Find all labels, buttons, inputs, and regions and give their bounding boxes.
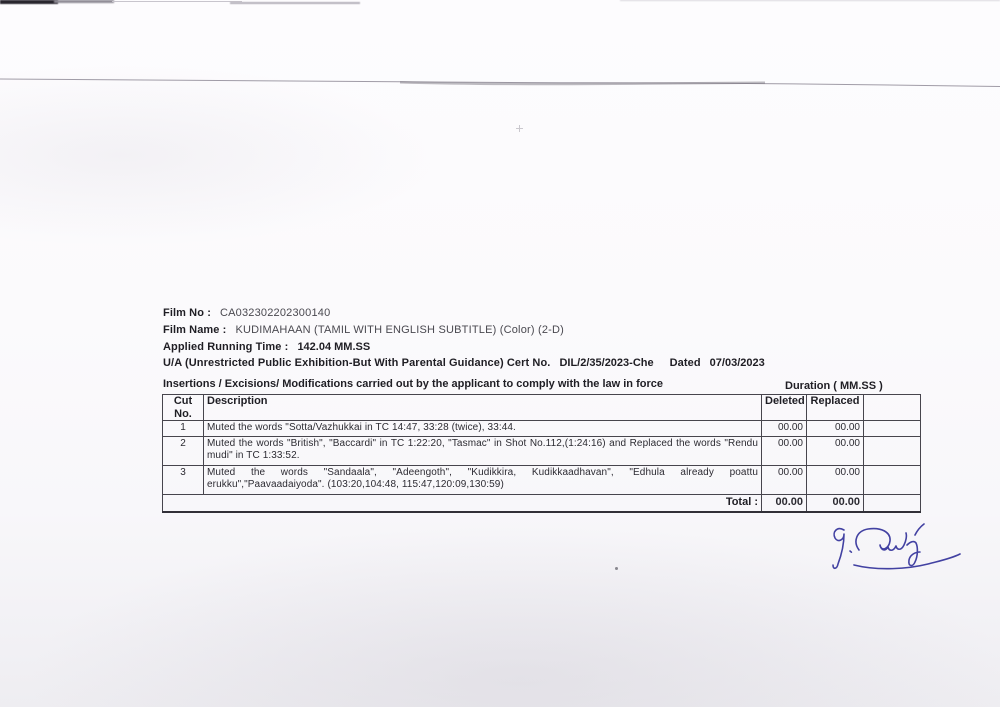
total-label: Total : [163, 494, 762, 512]
column-header-blank [864, 395, 921, 421]
deleted-cell: 00.00 [762, 436, 807, 465]
replaced-cell: 00.00 [807, 421, 864, 437]
table-row [163, 421, 921, 437]
column-header-replaced: Replaced [807, 395, 864, 421]
description-cell: Muted the words "British", "Baccardi" in TC 1:22:20, "Tasmac" in Shot No.112,(1:24:16) and Replaced the words "Rendu mudi" in TC 1:33:52. [204, 436, 762, 465]
scan-edge-artifact [620, 0, 1000, 1]
certificate-number: DIL/2/35/2023-Che [559, 357, 654, 369]
replaced-cell: 00.00 [807, 436, 864, 465]
column-header-cut-no: Cut No. [163, 395, 204, 421]
duration-units-label: Duration ( MM.SS ) [785, 380, 883, 392]
cuts-table-header-row [163, 395, 921, 421]
dated-value: 07/03/2023 [709, 357, 765, 369]
total-deleted-value: 00.00 [762, 494, 807, 512]
cut-no-cell: 1 [163, 421, 204, 437]
certificate-line [163, 357, 765, 369]
film-name-label: Film Name : [163, 324, 227, 336]
total-row [163, 494, 921, 512]
cut-no-cell: 2 [163, 436, 204, 465]
replaced-cell: 00.00 [807, 465, 864, 494]
scan-edge-artifact [54, 0, 114, 3]
cuts-table [162, 394, 921, 513]
column-header-description: Description [204, 395, 762, 421]
table-row [163, 465, 921, 494]
description-cell: Muted the words "Sandaala", "Adeengoth", "Kudikkira, Kudikkaadhavan", "Edhula already poattu erukku","Paavaadaiyoda". (103:20,104:48, 115:47,120:09,130:59) [204, 465, 762, 494]
cut-no-cell: 3 [163, 465, 204, 494]
paper-fold-line [0, 70, 1000, 94]
column-header-deleted: Deleted [762, 395, 807, 421]
certificate-label: U/A (Unrestricted Public Exhibition-But With Parental Guidance) Cert No. [163, 357, 551, 369]
blank-cell [864, 421, 921, 437]
film-no-label: Film No : [163, 307, 211, 319]
film-no-line [163, 307, 330, 319]
endorsement-caption: Insertions / Excisions/ Modifications carried out by the applicant to comply with the law in force [163, 378, 663, 390]
description-cell: Muted the words "Sotta/Vazhukkai in TC 14:47, 33:28 (twice), 33:44. [204, 421, 762, 437]
scan-speck [615, 567, 618, 570]
scan-edge-artifact [230, 2, 360, 4]
deleted-cell: 00.00 [762, 421, 807, 437]
blank-cell [864, 465, 921, 494]
film-name-line [163, 324, 564, 336]
dated-label: Dated [669, 357, 701, 369]
scan-edge-artifact [112, 1, 242, 2]
running-time-value: 142.04 MM.SS [297, 341, 371, 353]
signature-ink [823, 508, 968, 583]
film-no-value: CA032302202300140 [219, 307, 331, 319]
film-name-value: KUDIMAHAAN (TAMIL WITH ENGLISH SUBTITLE) (Color) (2-D) [235, 324, 565, 336]
total-replaced-value: 00.00 [807, 494, 864, 512]
scan-speck [516, 125, 523, 132]
table-row [163, 436, 921, 465]
blank-cell [864, 436, 921, 465]
blank-cell [864, 494, 921, 512]
running-time-line [163, 341, 370, 353]
scan-edge-artifact [0, 0, 58, 4]
deleted-cell: 00.00 [762, 465, 807, 494]
running-time-label: Applied Running Time : [163, 341, 289, 353]
